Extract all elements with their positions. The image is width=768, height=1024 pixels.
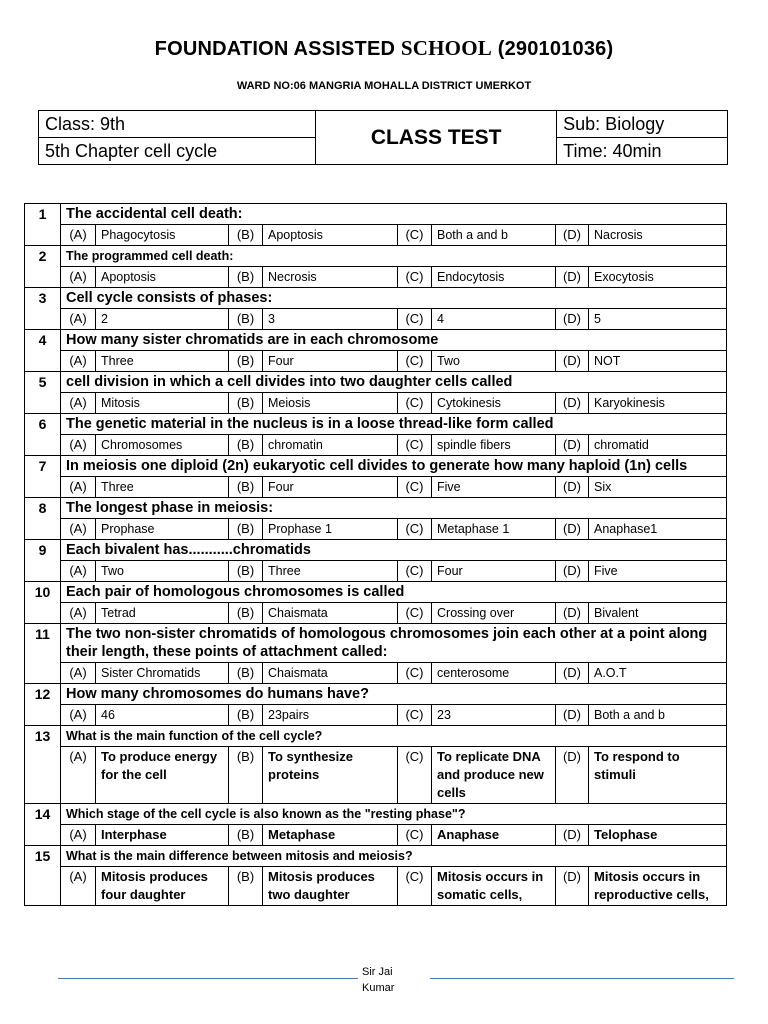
question-row bbox=[25, 288, 727, 309]
option-label: (D) bbox=[556, 225, 589, 246]
question-row bbox=[25, 414, 727, 435]
options-row bbox=[25, 705, 727, 726]
option-label: (B) bbox=[229, 393, 263, 414]
options-row bbox=[25, 825, 727, 846]
option-text: Crossing over bbox=[432, 603, 556, 624]
option-text: Mitosis occurs in reproductive cells, bbox=[589, 867, 727, 906]
option-text: To replicate DNA and produce new cells bbox=[432, 747, 556, 804]
school-title-b: SCHOOL bbox=[400, 36, 492, 60]
question-text: The programmed cell death: bbox=[61, 246, 727, 267]
option-label: (B) bbox=[229, 519, 263, 540]
option-text: To produce energy for the cell bbox=[96, 747, 229, 804]
option-label: (D) bbox=[556, 747, 589, 804]
option-text: Four bbox=[432, 561, 556, 582]
option-text: 46 bbox=[96, 705, 229, 726]
option-text: spindle fibers bbox=[432, 435, 556, 456]
option-text: Mitosis produces two daughter bbox=[263, 867, 398, 906]
question-text: The longest phase in meiosis: bbox=[61, 498, 727, 519]
option-text: Four bbox=[263, 351, 398, 372]
option-label: (D) bbox=[556, 477, 589, 498]
option-label: (D) bbox=[556, 519, 589, 540]
option-text: Cytokinesis bbox=[432, 393, 556, 414]
option-label: (A) bbox=[61, 477, 96, 498]
option-label: (C) bbox=[398, 825, 432, 846]
option-text: Five bbox=[432, 477, 556, 498]
option-text: Bivalent bbox=[589, 603, 727, 624]
school-address: WARD NO:06 MANGRIA MOHALLA DISTRICT UMERKOT bbox=[236, 80, 532, 92]
teacher-name-line1: Sir Jai bbox=[362, 966, 393, 978]
footer-rule-left bbox=[58, 978, 358, 979]
option-text: Three bbox=[263, 561, 398, 582]
option-label: (B) bbox=[229, 267, 263, 288]
option-label: (D) bbox=[556, 561, 589, 582]
option-text: Chromosomes bbox=[96, 435, 229, 456]
option-label: (A) bbox=[61, 663, 96, 684]
option-text: Endocytosis bbox=[432, 267, 556, 288]
options-row bbox=[25, 435, 727, 456]
option-label: (B) bbox=[229, 225, 263, 246]
option-label: (A) bbox=[61, 351, 96, 372]
option-label: (B) bbox=[229, 435, 263, 456]
options-row bbox=[25, 561, 727, 582]
option-text: Three bbox=[96, 477, 229, 498]
option-text: Phagocytosis bbox=[96, 225, 229, 246]
option-text: Nacrosis bbox=[589, 225, 727, 246]
option-label: (D) bbox=[556, 309, 589, 330]
options-row bbox=[25, 267, 727, 288]
option-text: Prophase 1 bbox=[263, 519, 398, 540]
option-text: Karyokinesis bbox=[589, 393, 727, 414]
option-label: (D) bbox=[556, 705, 589, 726]
option-text: centerosome bbox=[432, 663, 556, 684]
options-row bbox=[25, 867, 727, 906]
question-text: What is the main difference between mitosis and meiosis? bbox=[61, 846, 727, 867]
option-text: Chaismata bbox=[263, 663, 398, 684]
option-label: (B) bbox=[229, 603, 263, 624]
test-info-table bbox=[38, 110, 728, 165]
option-label: (D) bbox=[556, 393, 589, 414]
option-label: (C) bbox=[398, 519, 432, 540]
question-number: 4 bbox=[25, 330, 61, 372]
option-label: (B) bbox=[229, 477, 263, 498]
option-text: Meiosis bbox=[263, 393, 398, 414]
option-text: chromatin bbox=[263, 435, 398, 456]
option-label: (A) bbox=[61, 561, 96, 582]
option-label: (C) bbox=[398, 435, 432, 456]
option-text: Both a and b bbox=[589, 705, 727, 726]
option-text: Six bbox=[589, 477, 727, 498]
question-row bbox=[25, 726, 727, 747]
option-text: 2 bbox=[96, 309, 229, 330]
options-row bbox=[25, 747, 727, 804]
footer-rule-right bbox=[430, 978, 734, 979]
option-text: Tetrad bbox=[96, 603, 229, 624]
question-row bbox=[25, 624, 727, 663]
question-number: 1 bbox=[25, 204, 61, 246]
option-text: Anaphase bbox=[432, 825, 556, 846]
question-text: Each pair of homologous chromosomes is called bbox=[61, 582, 727, 603]
options-row bbox=[25, 603, 727, 624]
option-text: Four bbox=[263, 477, 398, 498]
subject-cell: Sub: Biology bbox=[557, 111, 728, 138]
option-text: Metaphase bbox=[263, 825, 398, 846]
option-label: (C) bbox=[398, 705, 432, 726]
question-row bbox=[25, 846, 727, 867]
options-row bbox=[25, 477, 727, 498]
question-text: How many sister chromatids are in each chromosome bbox=[61, 330, 727, 351]
option-label: (B) bbox=[229, 867, 263, 906]
option-text: Mitosis occurs in somatic cells, bbox=[432, 867, 556, 906]
option-label: (C) bbox=[398, 267, 432, 288]
option-text: Telophase bbox=[589, 825, 727, 846]
option-label: (D) bbox=[556, 867, 589, 906]
option-label: (C) bbox=[398, 561, 432, 582]
option-text: Sister Chromatids bbox=[96, 663, 229, 684]
teacher-name-line2: Kumar bbox=[362, 982, 395, 994]
question-text: In meiosis one diploid (2n) eukaryotic cell divides to generate how many haploid (1n) cells bbox=[61, 456, 727, 477]
school-title-c: (290101036) bbox=[491, 38, 614, 60]
question-row bbox=[25, 372, 727, 393]
option-label: (D) bbox=[556, 663, 589, 684]
option-text: Interphase bbox=[96, 825, 229, 846]
option-label: (A) bbox=[61, 309, 96, 330]
school-title bbox=[0, 36, 768, 61]
option-text: To respond to stimuli bbox=[589, 747, 727, 804]
option-label: (A) bbox=[61, 225, 96, 246]
question-number: 2 bbox=[25, 246, 61, 288]
question-text: Cell cycle consists of phases: bbox=[61, 288, 727, 309]
option-text: Apoptosis bbox=[263, 225, 398, 246]
option-label: (B) bbox=[229, 561, 263, 582]
option-text: Five bbox=[589, 561, 727, 582]
option-text: Metaphase 1 bbox=[432, 519, 556, 540]
options-row bbox=[25, 309, 727, 330]
question-text: The genetic material in the nucleus is in a loose thread-like form called bbox=[61, 414, 727, 435]
question-row bbox=[25, 804, 727, 825]
options-row bbox=[25, 351, 727, 372]
question-number: 6 bbox=[25, 414, 61, 456]
question-number: 11 bbox=[25, 624, 61, 684]
option-label: (B) bbox=[229, 309, 263, 330]
question-number: 13 bbox=[25, 726, 61, 804]
option-label: (C) bbox=[398, 309, 432, 330]
time-cell: Time: 40min bbox=[557, 138, 728, 165]
option-label: (A) bbox=[61, 705, 96, 726]
question-number: 9 bbox=[25, 540, 61, 582]
questions-body bbox=[25, 204, 727, 906]
question-row bbox=[25, 582, 727, 603]
option-text: 4 bbox=[432, 309, 556, 330]
question-text: How many chromosomes do humans have? bbox=[61, 684, 727, 705]
option-label: (B) bbox=[229, 705, 263, 726]
option-label: (C) bbox=[398, 867, 432, 906]
option-text: To synthesize proteins bbox=[263, 747, 398, 804]
option-label: (A) bbox=[61, 519, 96, 540]
chapter-cell: 5th Chapter cell cycle bbox=[39, 138, 316, 165]
option-label: (A) bbox=[61, 435, 96, 456]
option-text: Three bbox=[96, 351, 229, 372]
question-text: Which stage of the cell cycle is also known as the "resting phase"? bbox=[61, 804, 727, 825]
question-number: 12 bbox=[25, 684, 61, 726]
option-label: (C) bbox=[398, 477, 432, 498]
options-row bbox=[25, 519, 727, 540]
option-text: 5 bbox=[589, 309, 727, 330]
question-number: 10 bbox=[25, 582, 61, 624]
options-row bbox=[25, 663, 727, 684]
option-label: (A) bbox=[61, 603, 96, 624]
option-label: (D) bbox=[556, 267, 589, 288]
class-cell: Class: 9th bbox=[39, 111, 316, 138]
questions-table bbox=[24, 203, 727, 906]
option-label: (D) bbox=[556, 603, 589, 624]
option-text: Two bbox=[432, 351, 556, 372]
option-label: (C) bbox=[398, 747, 432, 804]
teacher-name bbox=[362, 964, 412, 996]
option-text: 23 bbox=[432, 705, 556, 726]
option-label: (C) bbox=[398, 603, 432, 624]
option-label: (A) bbox=[61, 867, 96, 906]
test-title: CLASS TEST bbox=[316, 111, 557, 165]
option-label: (C) bbox=[398, 351, 432, 372]
option-label: (A) bbox=[61, 747, 96, 804]
question-row bbox=[25, 204, 727, 225]
question-row bbox=[25, 684, 727, 705]
question-number: 7 bbox=[25, 456, 61, 498]
option-label: (A) bbox=[61, 393, 96, 414]
option-label: (D) bbox=[556, 825, 589, 846]
option-label: (C) bbox=[398, 225, 432, 246]
option-label: (B) bbox=[229, 747, 263, 804]
question-row bbox=[25, 540, 727, 561]
question-number: 15 bbox=[25, 846, 61, 906]
question-row bbox=[25, 498, 727, 519]
option-text: Anaphase1 bbox=[589, 519, 727, 540]
option-text: Chaismata bbox=[263, 603, 398, 624]
option-label: (B) bbox=[229, 663, 263, 684]
option-text: Exocytosis bbox=[589, 267, 727, 288]
option-label: (B) bbox=[229, 351, 263, 372]
question-number: 8 bbox=[25, 498, 61, 540]
question-text: Each bivalent has...........chromatids bbox=[61, 540, 727, 561]
question-row bbox=[25, 330, 727, 351]
question-number: 3 bbox=[25, 288, 61, 330]
option-label: (C) bbox=[398, 663, 432, 684]
question-text: The accidental cell death: bbox=[61, 204, 727, 225]
options-row bbox=[25, 225, 727, 246]
option-text: Necrosis bbox=[263, 267, 398, 288]
option-text: chromatid bbox=[589, 435, 727, 456]
option-label: (D) bbox=[556, 435, 589, 456]
option-label: (D) bbox=[556, 351, 589, 372]
option-text: A.O.T bbox=[589, 663, 727, 684]
option-text: 23pairs bbox=[263, 705, 398, 726]
question-text: What is the main function of the cell cycle? bbox=[61, 726, 727, 747]
option-text: Two bbox=[96, 561, 229, 582]
question-row bbox=[25, 246, 727, 267]
option-text: Mitosis bbox=[96, 393, 229, 414]
option-text: 3 bbox=[263, 309, 398, 330]
question-row bbox=[25, 456, 727, 477]
options-row bbox=[25, 393, 727, 414]
school-title-a: FOUNDATION ASSISTED bbox=[154, 38, 401, 60]
option-text: Mitosis produces four daughter bbox=[96, 867, 229, 906]
question-number: 5 bbox=[25, 372, 61, 414]
option-text: NOT bbox=[589, 351, 727, 372]
option-label: (A) bbox=[61, 825, 96, 846]
option-text: Apoptosis bbox=[96, 267, 229, 288]
option-text: Both a and b bbox=[432, 225, 556, 246]
option-label: (C) bbox=[398, 393, 432, 414]
question-text: The two non-sister chromatids of homologous chromosomes join each other at a point along their length, these points of attachment called: bbox=[61, 624, 727, 663]
question-number: 14 bbox=[25, 804, 61, 846]
option-label: (B) bbox=[229, 825, 263, 846]
question-text: cell division in which a cell divides into two daughter cells called bbox=[61, 372, 727, 393]
option-label: (A) bbox=[61, 267, 96, 288]
option-text: Prophase bbox=[96, 519, 229, 540]
